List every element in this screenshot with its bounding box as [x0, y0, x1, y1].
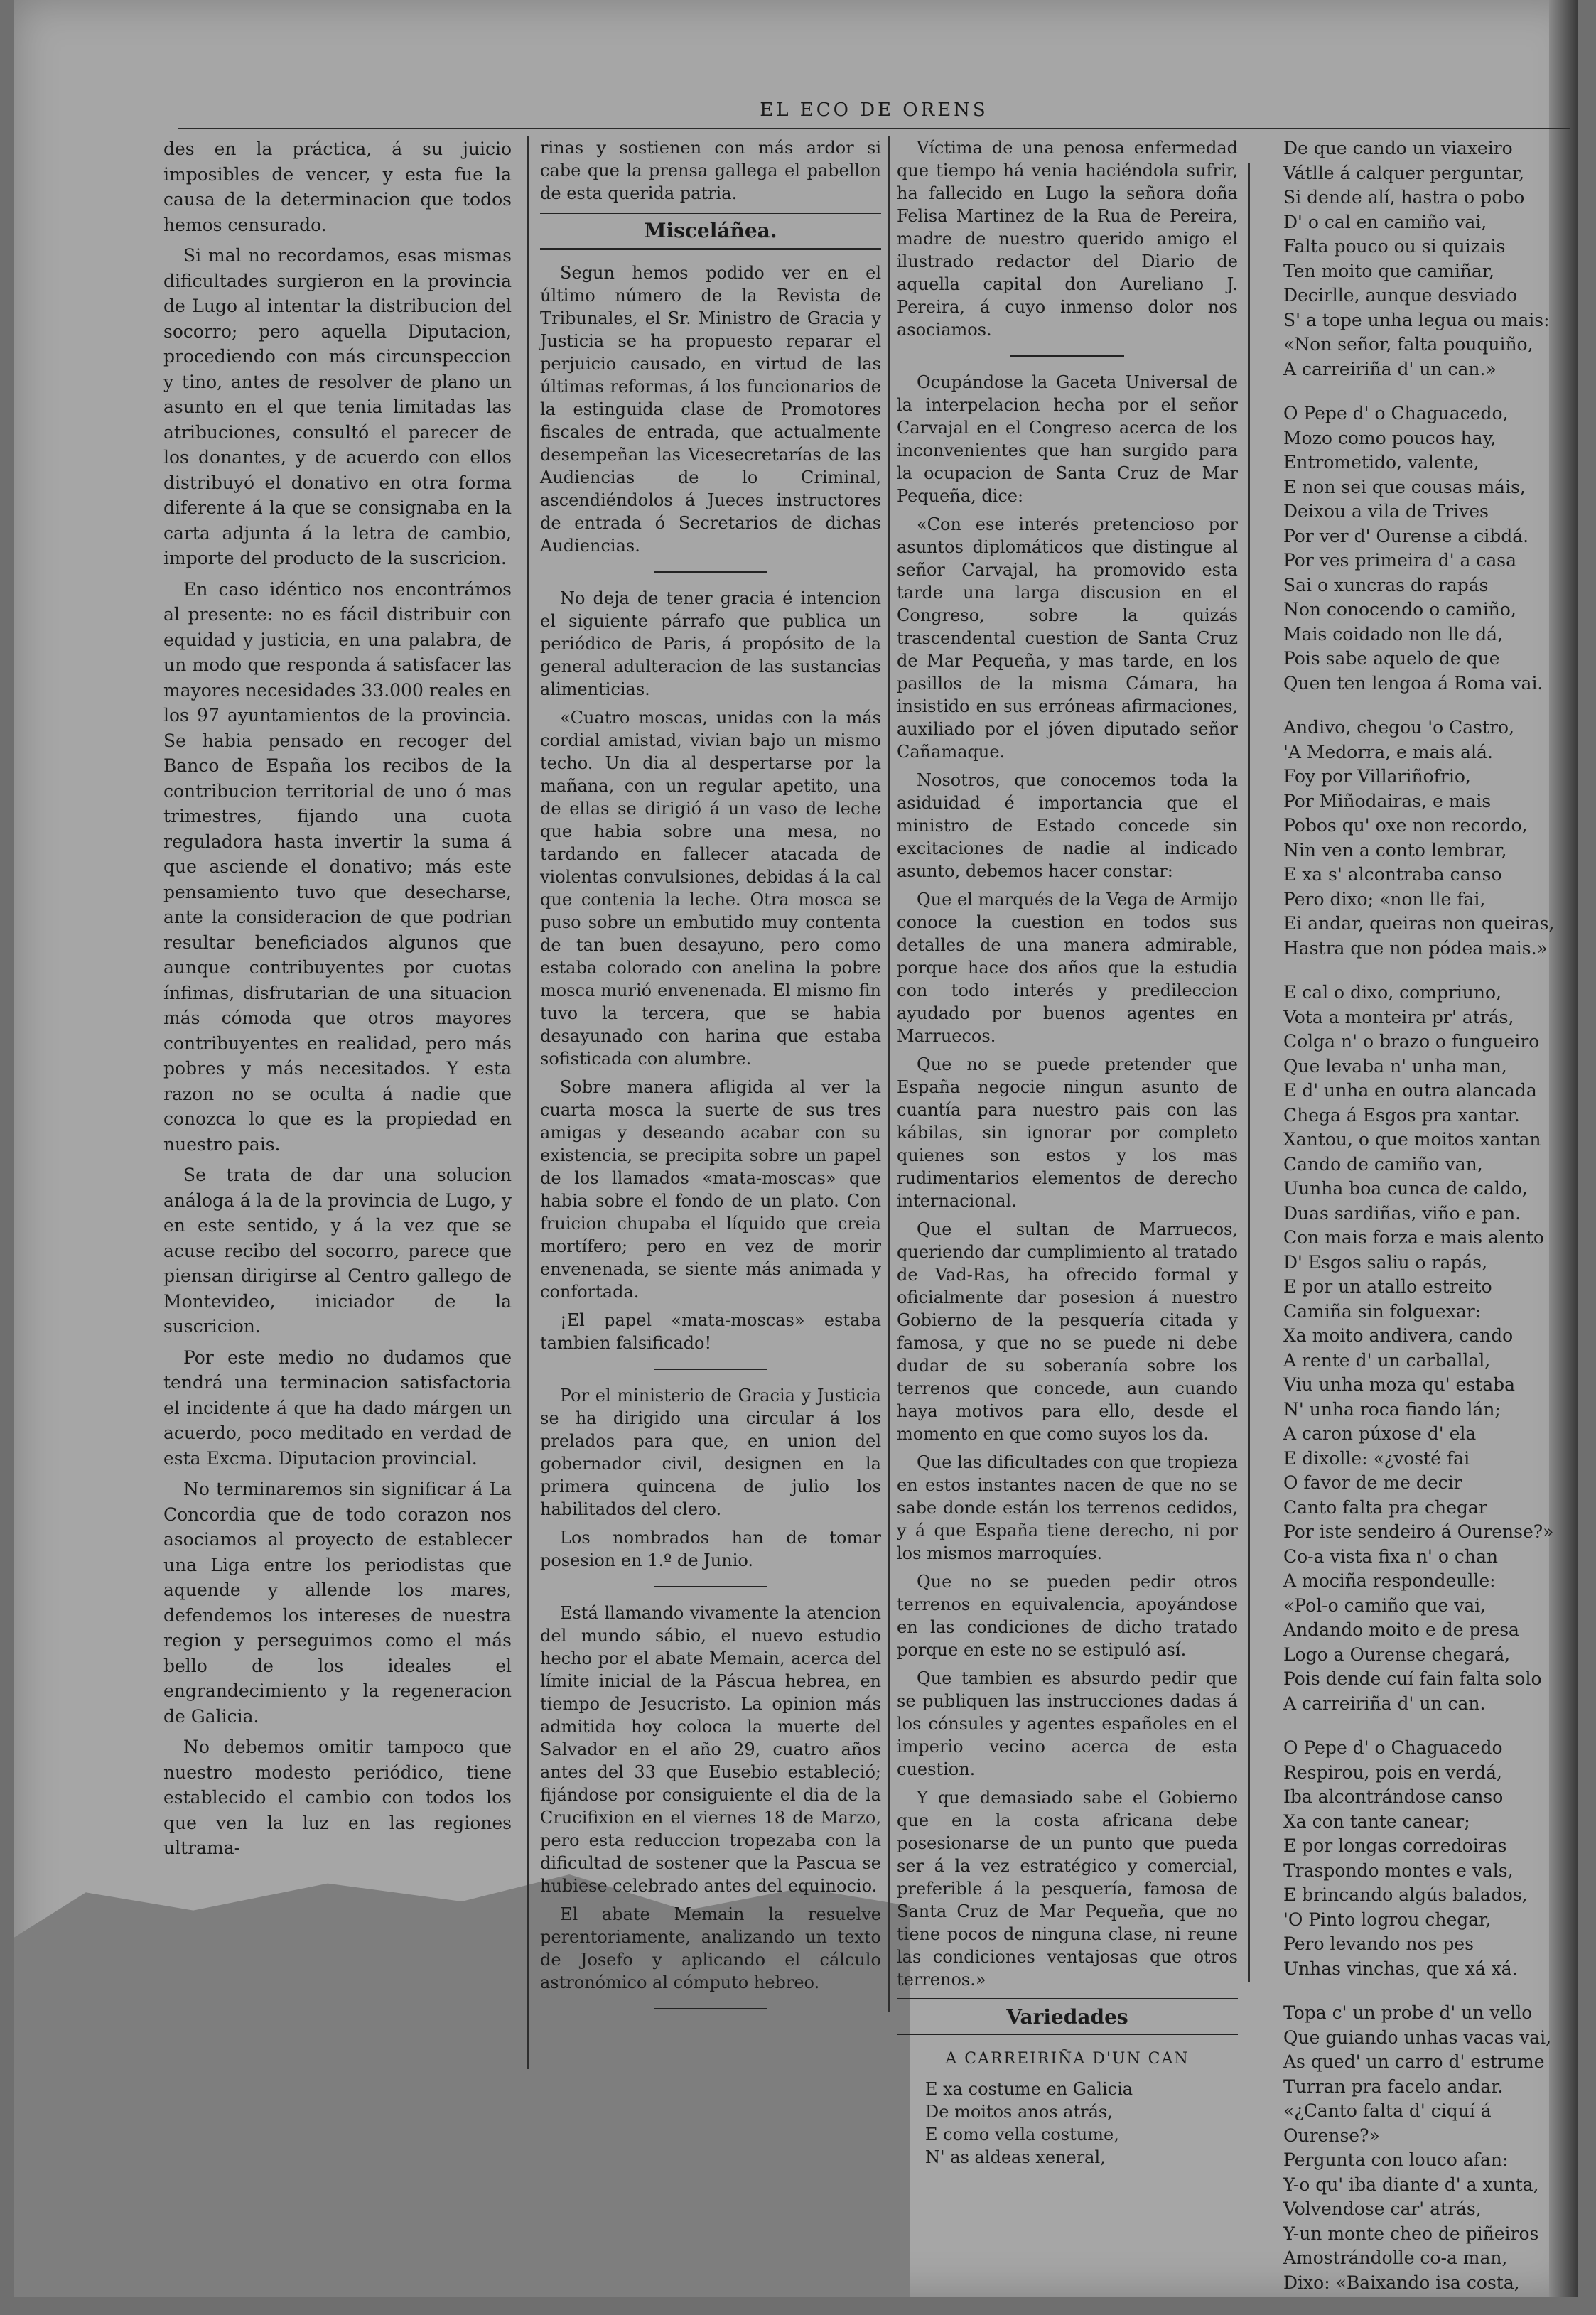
poem-line: Entrometido, valente, — [1283, 452, 1479, 473]
section-title-miscelanea: Misceláñea. — [540, 212, 881, 250]
col2-paragraph: No deja de tener gracia é intencion el siguiente párrafo que publica un periódico de Paris, á propósito de la general adulteracion de las sustancias alimenticias. — [540, 588, 881, 699]
poem-line: E por un atallo estreito — [1283, 1276, 1492, 1297]
poem-line: Iba alcontrándose canso — [1283, 1786, 1504, 1807]
poem-stanza — [1272, 716, 1556, 961]
col2-paragraph: El abate Memain la resuelve perentoriamente, analizando un texto de Josefo y aplicando el cálculo astronómico al cómputo hebreo. — [540, 1904, 881, 1992]
poem-line: Vota a monteira pr' atrás, — [1283, 1006, 1514, 1027]
poem-line: O favor de me decir — [1283, 1472, 1462, 1493]
poem-line: E d' unha en outra alancada — [1283, 1080, 1537, 1101]
poem-line: E brincando algús balados, — [1283, 1884, 1528, 1905]
poem-line: Volvendose car' atrás, — [1283, 2198, 1482, 2219]
poem-line: A carreiriña d' un can. — [1283, 1693, 1486, 1714]
poem-line: Xantou, o que moitos xantan — [1283, 1129, 1541, 1150]
poem-line: Quen ten lengoa á Roma vai. — [1283, 672, 1543, 694]
poem-stanza — [1272, 2001, 1556, 2295]
poem-line: Viu unha moza qu' estaba — [1283, 1374, 1516, 1395]
poem-title: A CARREIRIÑA D'UN CAN — [945, 2050, 1190, 2068]
poem-line: «Non señor, falta pouquiño, — [1283, 334, 1533, 355]
col3-paragraph: Que tambien es absurdo pedir que se publiquen las instrucciones dadas á los cónsules y agentes españoles en el imperio vecino acerca de esta cuestion. — [897, 1668, 1238, 1779]
poem-line: E dixolle: «¿vosté fai — [1283, 1447, 1470, 1469]
separator-rule — [654, 1369, 767, 1370]
poem-line: Pergunta con louco afan: — [1283, 2149, 1509, 2170]
col1-paragraph: Se trata de dar una solucion análoga á la de la provincia de Lugo, y en este sentido, y á la vez que se acuse recibo del socorro, parece que piensan dirigirse al Centro gallego de Montevideo, iniciador de la suscricion. — [163, 1165, 512, 1337]
poem-line: E non sei que cousas máis, — [1283, 476, 1526, 497]
poem-line: Si dende alí, hastra o pobo — [1283, 187, 1525, 207]
poem-line: Duas sardiñas, viño e pan. — [1283, 1202, 1521, 1224]
poem-line: 'A Medorra, e mais alá. — [1283, 741, 1493, 762]
poem-line: N' unha roca fiando lán; — [1283, 1398, 1501, 1420]
poem-line: Dixo: «Baixando isa costa, — [1283, 2272, 1520, 2293]
poem-line: Logo a Ourense chegará, — [1283, 1644, 1511, 1665]
poem-line: S' a tope unha legua ou mais: — [1283, 309, 1550, 330]
poem-line: Decirlle, aunque desviado — [1283, 285, 1518, 306]
col2-paragraph: Está llamando vivamente la atencion del mundo sábio, el nuevo estudio hecho por el abate Memain, acerca del límite inicial de la Páscua hebrea, en tiempo de Jesucristo. La opinion más admitida hoy coloca la muerte del Salvador en el año 29, cuatro años antes del 33 que Eusebio estableció; fijándose por consiguiente el dia de la Crucifixion en el viernes 18 de Marzo, pero esta reduccion tropezaba con la dificultad de sostener que la Pascua se hubiese celebrado antes del equinocio. — [540, 1603, 881, 1896]
poem-line: E xa s' alcontraba canso — [1283, 864, 1502, 885]
col1-paragraph: No terminaremos sin significar á La Concordia que de todo corazon nos asociamos al proyecto de establecer una Liga entre los periodistas que aquende y allende los mares, defendemos los intereses de nuestra region y perseguimos como el más bello de los ideales el engrandecimiento y la regeneracion de Galicia. — [163, 1479, 512, 1727]
poem-line: 'O Pinto logrou chegar, — [1283, 1909, 1492, 1930]
poem-stanza — [1272, 981, 1556, 1716]
poem-line: Respirou, pois en verdá, — [1283, 1761, 1502, 1783]
col1-paragraph: Si mal no recordamos, esas mismas dificultades surgieron en la provincia de Lugo al intentar la distribucion del socorro; pero aquella Diputacion, procediendo con más circunspeccion y tino, antes de resolver de plano un asunto en el que tenia limitadas las atribuciones, consultó el parecer de los donantes, y de acuerdo con ellos distribuyó el donativo en otra forma diferente á la que se consignaba en la carta adjunta á la letra de cambio, importe del producto de la suscricion. — [163, 245, 512, 568]
col3-paragraph: Víctima de una penosa enfermedad que tiempo há venia haciéndola sufrir, ha fallecido en Lugo la señora doña Felisa Martinez de la Rua de Pereira, madre de nuestro querido amigo el ilustrado redactor del Diario de aquella capital don Aureliano J. Pereira, á cuyo inmenso dolor nos asociamos. — [897, 138, 1238, 340]
col2-intro: rinas y sostienen con más ardor si cabe que la prensa gallega el pabellon de esta querida patria. — [540, 138, 881, 203]
poem-line: Mozo como poucos hay, — [1283, 427, 1497, 448]
poem-line: Canto falta pra chegar — [1283, 1496, 1487, 1518]
poem-line: Falta pouco ou si quizais — [1283, 236, 1506, 257]
poem-stanza — [1272, 1736, 1556, 1981]
col3-paragraph: Que no se pueden pedir otros terrenos en equivalencia, apoyándose en las condiciones de dicho tratado porque en este no se estipuló así. — [897, 1572, 1238, 1660]
poem-line: Unhas vinchas, que xá xá. — [1283, 1958, 1518, 1979]
poem-line: De que cando un viaxeiro — [1283, 138, 1513, 158]
poem-line: As qued' un carro d' estrume — [1283, 2051, 1545, 2072]
poem-line: A mociña respondeulle: — [1283, 1570, 1496, 1591]
col2-paragraph: ¡El papel «mata-moscas» estaba tambien falsificado! — [540, 1310, 881, 1353]
column-2 — [540, 136, 881, 2024]
column-1 — [163, 136, 512, 1867]
poem-line: Ei andar, queiras non queiras, — [1283, 913, 1555, 934]
poem-opening-stanza — [897, 2078, 1238, 2169]
poem-line: Chega á Esgos pra xantar. — [1283, 1104, 1520, 1126]
poem-line: Con mais forza e mais alento — [1283, 1227, 1544, 1248]
column-rule-2 — [888, 136, 890, 2012]
separator-rule — [654, 571, 767, 573]
col2-paragraph: «Cuatro moscas, unidas con la más cordial amistad, vivian bajo un mismo techo. Un dia al despertarse por la mañana, con un regular apetito, una de ellas se dirigió á un vaso de leche que habia sobre una mesa, no tardando en fallecer atacada de violentas convulsiones, debidas á la cal que contenia la leche. Otra mosca se puso sobre un embutido muy contenta de tan buen desayuno, pero como estaba colorado con anelina la pobre mosca murió envenenada. El mismo fin tuvo la tercera, que se habia desayunado con harina que estaba sofisticada con alumbre. — [540, 708, 881, 1069]
poem-line: Hastra que non pódea mais.» — [1283, 937, 1548, 959]
poem-line: Non conocendo o camiño, — [1283, 599, 1516, 620]
col2-paragraph: Los nombrados han de tomar posesion en 1.º de Junio. — [540, 1528, 881, 1570]
poem-line: Co-a vista fixa n' o chan — [1283, 1545, 1498, 1567]
col3-paragraph: Que no se puede pretender que España negocie ningun asunto de cuantía para nuestro pais con las kábilas, sin ignorar por completo quienes son estos y los mas rudimentarios elementos de derecho internacional. — [897, 1054, 1238, 1211]
poem-line: A carreiriña d' un can.» — [1283, 358, 1497, 379]
column-4-poem — [1272, 136, 1556, 2315]
poem-line: «¿Canto falta d' ciquí á Ourense?» — [1283, 2100, 1492, 2146]
poem-line: E como vella costume, — [925, 2125, 1119, 2144]
poem-line: Ten moito que camiñar, — [1283, 260, 1494, 281]
poem-line: Sai o xuncras do rapás — [1283, 574, 1489, 595]
col1-paragraph: Por este medio no dudamos que tendrá una terminacion satisfactoria el incidente á que ha dado márgen un acuerdo, poco meditado en verdad de esta Excma. Diputacion provincial. — [163, 1347, 512, 1469]
poem-line: Xa con tante canear; — [1283, 1811, 1470, 1832]
poem-line: Traspondo montes e vals, — [1283, 1860, 1514, 1881]
poem-line: Pero dixo; «non lle fai, — [1283, 888, 1486, 910]
poem-line: Por Miñodairas, e mais — [1283, 790, 1492, 811]
col1-paragraph: En caso idéntico nos encontrámos al presente: no es fácil distribuir con equidad y justicia, en una palabra, de un modo que responda á satisfacer las mayores necesidades 33.000 reales en los 97 ayuntamientos de la provincia. Se habia pensado en recoger del Banco de España los recibos de la contribucion territorial de uno ó mas trimestres, fijando una cuota reguladora hasta invertir la suma á que asciende el donativo; más este pensamiento tuvo que desecharse, ante la consideracion de que podrian resultar beneficiados algunos que aunque contribuyentes por cuotas ínfimas, disfrutarian de una situacion más cómoda que otros mayores contribuyentes en realidad, pero más pobres y más necesitados. Y esta razon no se oculta á nadie que conozca lo que es la propiedad en nuestro pais. — [163, 578, 512, 1155]
poem-line: Que guiando unhas vacas vai, — [1283, 2027, 1552, 2048]
poem-line: Colga n' o brazo o fungueiro — [1283, 1031, 1540, 1052]
poem-line: Y-un monte cheo de piñeiros — [1283, 2223, 1539, 2244]
poem-line: O Pepe d' o Chaguacedo, — [1283, 403, 1509, 423]
col3-paragraph: Que las dificultades con que tropieza en estos instantes nacen de que no se sabe donde están los terrenos cedidos, y á que España tiene derecho, ni por los mismos marroquíes. — [897, 1452, 1238, 1563]
poem-line: Por iste sendeiro á Ourense?» — [1283, 1521, 1554, 1542]
poem-line: Que levaba n' unha man, — [1283, 1055, 1507, 1076]
poem-line: N' as aldeas xeneral, — [925, 2147, 1106, 2167]
poem-line: Mais coidado non lle dá, — [1283, 623, 1504, 644]
poem-line: De moitos anos atrás, — [925, 2102, 1113, 2122]
poem-line: Nin ven a conto lembrar, — [1283, 839, 1507, 860]
column-3 — [897, 136, 1238, 2169]
column-rule-3 — [1248, 163, 1250, 1982]
poem-line: A caron púxose d' ela — [1283, 1423, 1477, 1444]
col1-paragraph: des en la práctica, á su juicio imposibles de vencer, y esta fue la causa de la determinacion que todos hemos censurado. — [163, 139, 512, 235]
poem-line: D' o cal en camiño vai, — [1283, 211, 1487, 232]
poem-stanza — [1272, 401, 1556, 696]
poem-line: Foy por Villariñofrio, — [1283, 766, 1471, 787]
separator-rule — [654, 2008, 767, 2009]
poem-line: Vátlle á calquer perguntar, — [1283, 162, 1525, 183]
poem-line: Xa moito andivera, cando — [1283, 1325, 1514, 1346]
poem-line: Pobos qu' oxe non recordo, — [1283, 815, 1528, 836]
poem-line: Andando moito e de presa — [1283, 1619, 1519, 1640]
poem-line: Por ves primeira d' a casa — [1283, 550, 1517, 571]
poem-line: Pero levando nos pes — [1283, 1933, 1474, 1954]
col2-paragraph: Por el ministerio de Gracia y Justicia se ha dirigido una circular á los prelados para que, en union del gobernador civil, designen en la primera quincena de julio los habilitados del clero. — [540, 1386, 881, 1519]
poem-line: O Pepe d' o Chaguacedo — [1283, 1737, 1503, 1758]
col2-paragraph: Segun hemos podido ver en el último número de la Revista de Tribunales, el Sr. Ministro de Gracia y Justicia se ha propuesto reparar el perjuicio causado, en virtud de las últimas reformas, á los funcionarios de la estinguida clase de Promotores fiscales de entrada, que actualmente desempeñan las Vicesecretarías de las Audiencias de lo Criminal, ascendiéndolos á Jueces instructores de entrada ó Secretarios de dichas Audiencias. — [540, 263, 881, 556]
poem-line: Pois dende cuí fain falta solo — [1283, 1668, 1542, 1689]
separator-rule — [654, 1586, 767, 1587]
poem-line: Uunha boa cunca de caldo, — [1283, 1178, 1528, 1199]
page-header: EL ECO DE ORENS — [178, 99, 1570, 129]
col3-paragraph: Que el sultan de Marruecos, queriendo dar cumplimiento al tratado de Vad-Ras, ha ofrecido formal y oficialmente dar posesion á nuestro Gobierno de la pesquería citada y famosa, y que no se puede ni debe dudar de su soberanía sobre los terrenos que concede, aun cuando haya motivos para ello, desde el momento en que como suyos los da. — [897, 1219, 1238, 1444]
section-title-variedades: Variedades — [897, 1998, 1238, 2036]
col3-paragraph: Y que demasiado sabe el Gobierno que en la costa africana debe posesionarse de un punto que pueda ser á la vez estratégico y comercial, preferible á la pesquería, famosa de Santa Cruz de Mar Pequeña, que no tiene pocos de ninguna clase, ni reune las condiciones ventajosas que otros terrenos.» — [897, 1788, 1238, 1990]
poem-stanza — [1272, 136, 1556, 382]
col3-paragraph: Nosotros, que conocemos toda la asiduidad é importancia que el ministro de Estado concede sin excitaciones de nadie al indicado asunto, debemos hacer constar: — [897, 770, 1238, 881]
poem-line: Amostrándolle co-a man, — [1283, 2247, 1508, 2268]
poem-line: Camiña sin folguexar: — [1283, 1300, 1482, 1322]
poem-line: Y-o qu' iba diante d' a xunta, — [1283, 2174, 1539, 2195]
poem-line: Turran pra facelo andar. — [1283, 2076, 1504, 2097]
col1-paragraph: No debemos omitir tampoco que nuestro modesto periódico, tiene establecido el cambio con todos los que ven la luz en las regiones ultrama- — [163, 1737, 512, 1858]
poem-line: Por ver d' Ourense a cibdá. — [1283, 525, 1529, 546]
poem-line: D' Esgos saliu o rapás, — [1283, 1251, 1488, 1273]
poem-line: Deixou a vila de Trives — [1283, 501, 1489, 522]
poem-line: Topa c' un probe d' un vello — [1283, 2002, 1533, 2023]
separator-rule — [1010, 355, 1124, 357]
col3-paragraph: «Con ese interés pretencioso por asuntos diplomáticos que distingue al señor Carvajal, ha promovido esta tarde una larga discusion en el Congreso, sobre la quizás trascendental cuestion de Santa Cruz de Mar Pequeña, y mas tarde, en los pasillos de la misma Cámara, ha insistido en sus erróneas afirmaciones, auxiliado por el jóven diputado señor Cañamaque. — [897, 514, 1238, 762]
poem-line: Pois sabe aquelo de que — [1283, 648, 1500, 669]
poem-line: E por longas corredoiras — [1283, 1835, 1507, 1856]
col2-paragraph: Sobre manera afligida al ver la cuarta mosca la suerte de sus tres amigas y deseando acabar con su existencia, se precipita sobre un papel de los llamados «mata-moscas» que habia sobre el fondo de un plato. Con fruicion chupaba el líquido que creia mortífero; pero en vez de morir envenenada, se siente más animada y confortada. — [540, 1077, 881, 1302]
poem-line: Andivo, chegou 'o Castro, — [1283, 717, 1514, 738]
poem-line: E cal o dixo, compriuno, — [1283, 982, 1501, 1003]
poem-line: «Pol-o camiño que vai, — [1283, 1594, 1487, 1616]
poem-line: A rente d' un carballal, — [1283, 1349, 1491, 1371]
col3-paragraph: Ocupándose la Gaceta Universal de la interpelacion hecha por el señor Carvajal en el Congreso acerca de los inconvenientes que han surgido para la ocupacion de Santa Cruz de Mar Pequeña, dice: — [897, 372, 1238, 506]
col3-paragraph: Que el marqués de la Vega de Armijo conoce la cuestion en todos sus detalles de una manera admirable, porque hace dos años que la estudia con todo interés y predileccion ayudado por buenos agentes en Marruecos. — [897, 890, 1238, 1046]
poem-line: E xa costume en Galicia — [925, 2079, 1133, 2099]
column-rule-1 — [527, 136, 529, 2069]
poem-line: Cando de camiño van, — [1283, 1153, 1483, 1175]
